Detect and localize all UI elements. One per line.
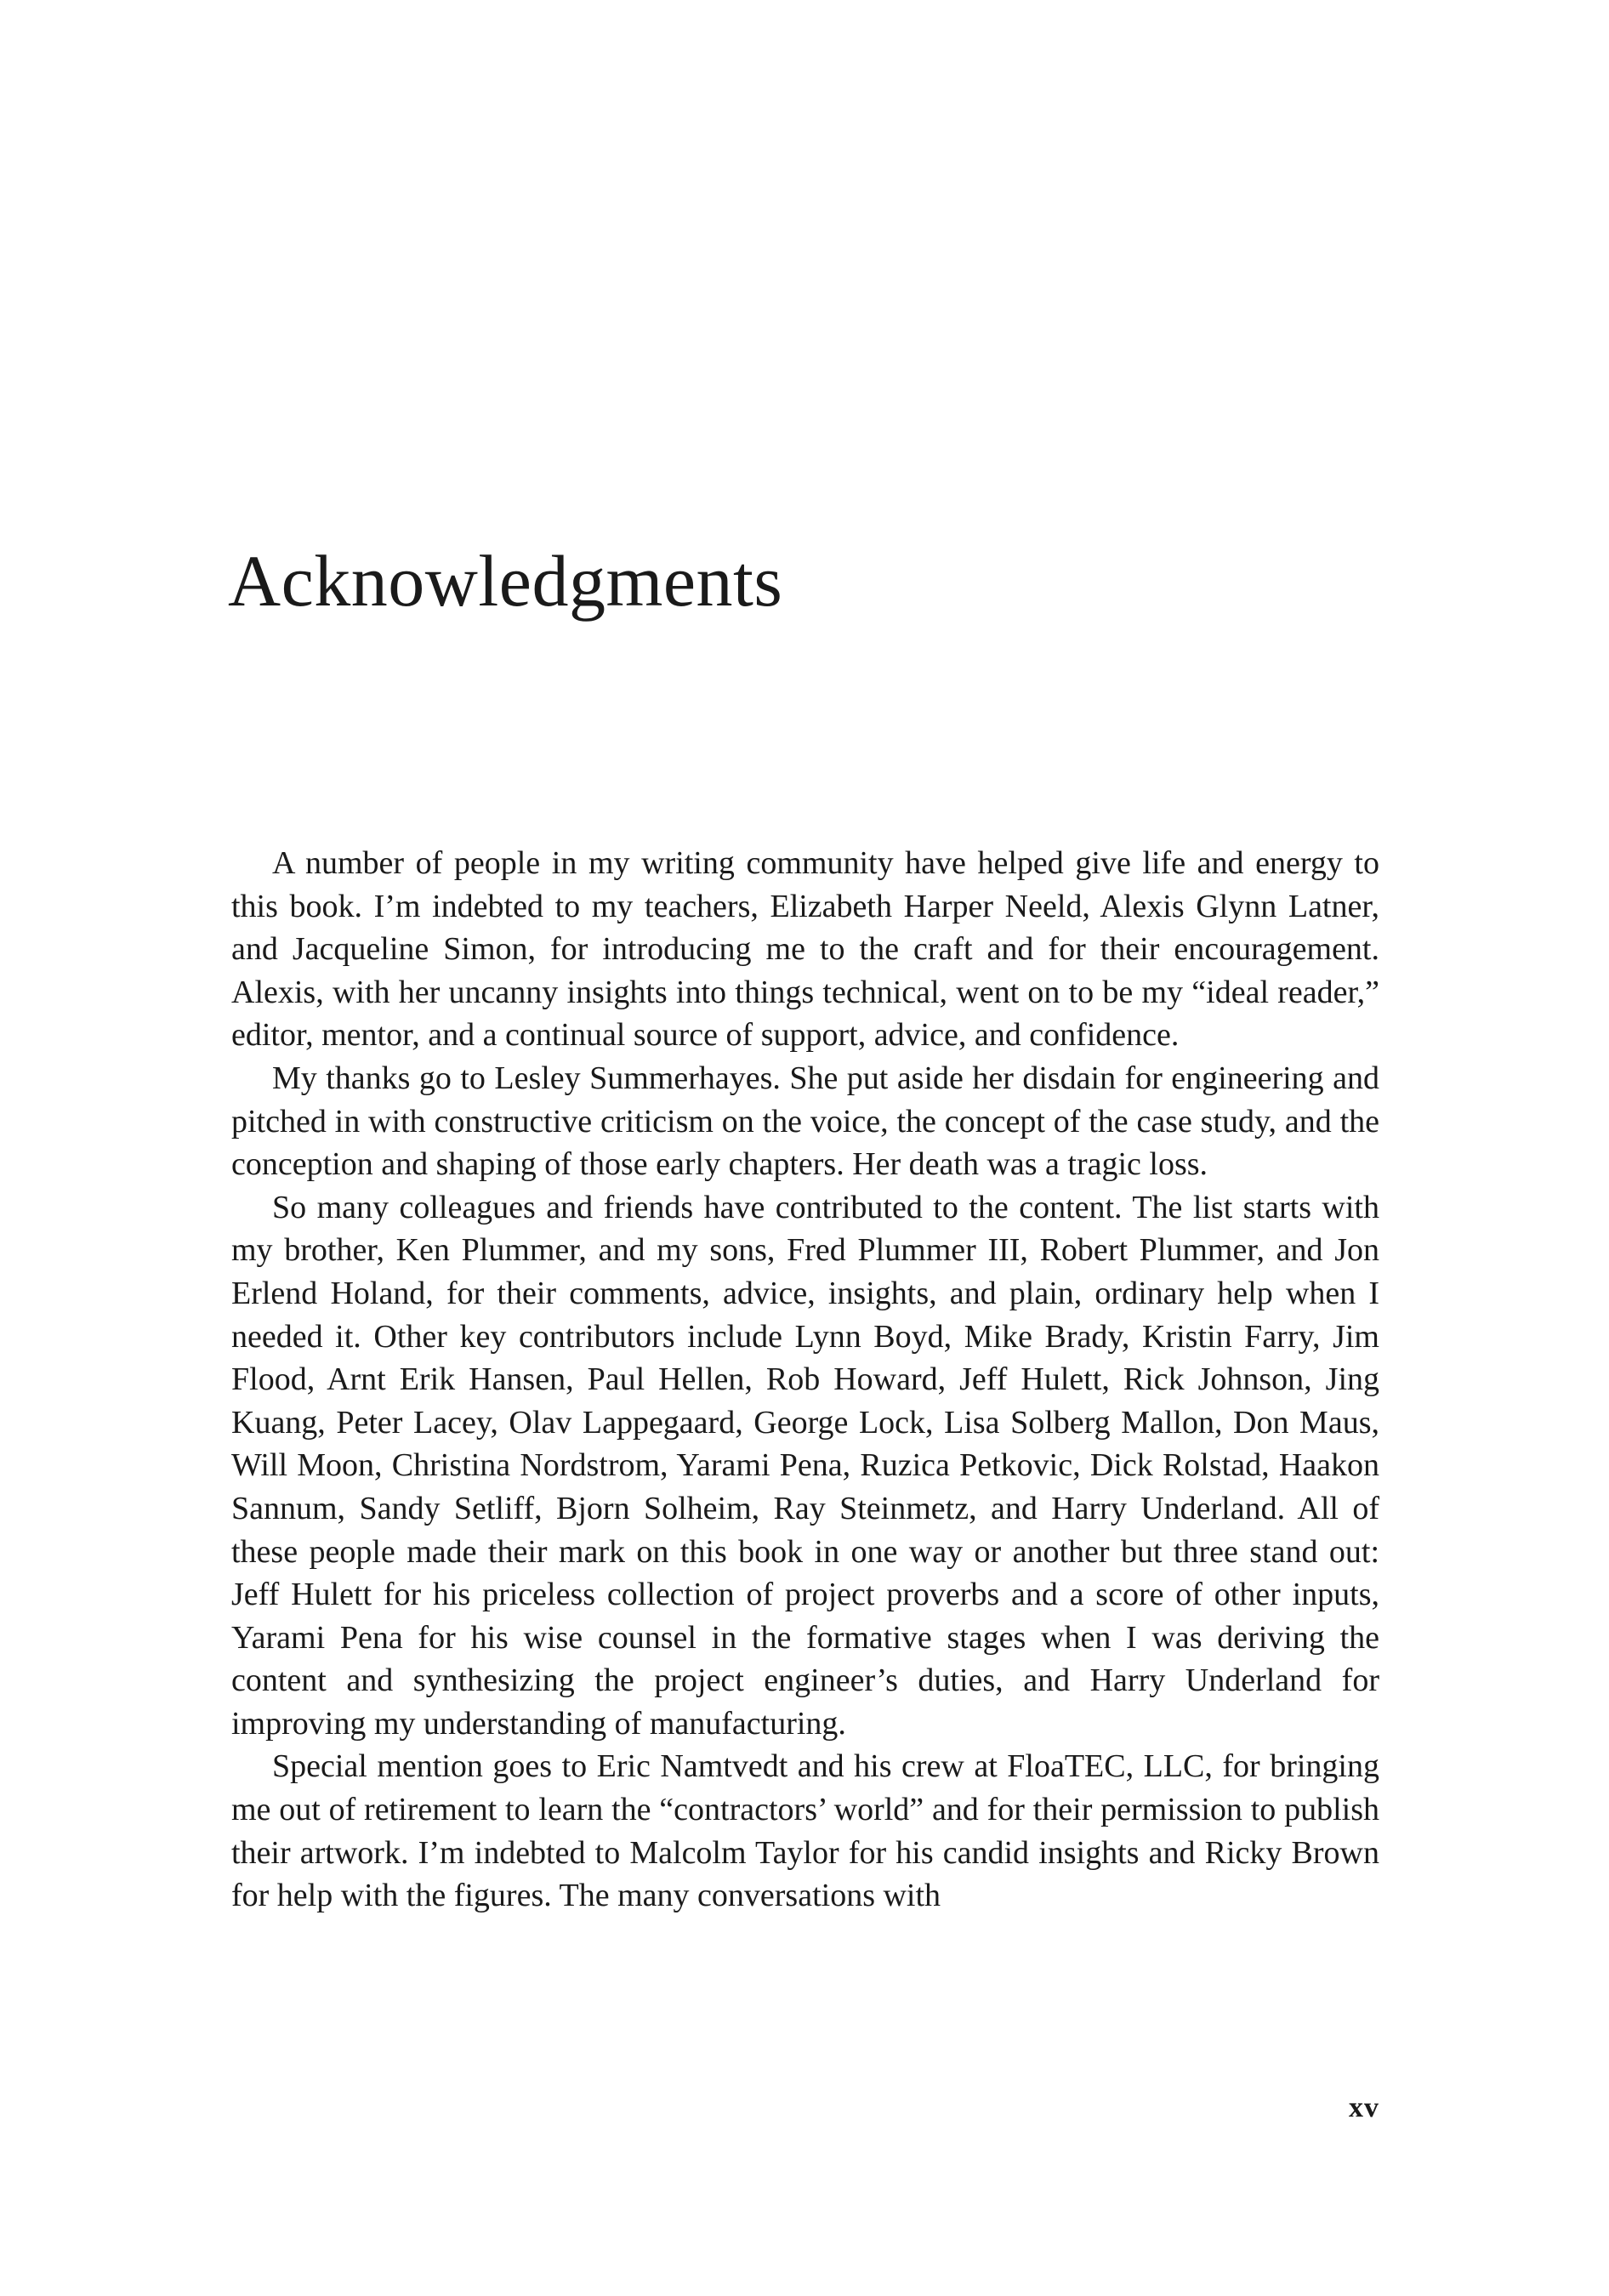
paragraph-lesley: My thanks go to Lesley Summerhayes. She put aside her disdain for engineering and pitched in with constructive criticism on the voice, the concept of the case study, and the conception and shaping of those early chapters. Her death was a tragic loss.: [231, 1060, 1379, 1183]
chapter-title: Acknowledgments: [228, 540, 783, 622]
body-text: [231, 842, 1379, 1918]
paragraph-floatec: Special mention goes to Eric Namtvedt and his crew at FloaTEC, LLC, for bringing me out of retirement to learn the “contractors’ world” and for their permission to publish their artwork. I’m indebted to Malcolm Taylor for his candid insights and Ricky Brown for help with the figures. The many conversations with: [231, 1748, 1379, 1914]
page-number: xv: [1349, 2092, 1379, 2123]
paragraph-teachers: A number of people in my writing community have helped give life and energy to this book. I’m indebted to my teachers, Elizabeth Harper Neeld, Alexis Glynn Latner, and Jacqueline Simon, for introducing me to the craft and for their encouragement. Alexis, with her uncanny insights into things technical, went on to be my “ideal reader,” editor, mentor, and a continual source of support, advice, and confidence.: [231, 845, 1379, 1054]
paragraph-colleagues: So many colleagues and friends have contributed to the content. The list starts with my brother, Ken Plummer, and my sons, Fred Plummer III, Robert Plummer, and Jon Erlend Holand, for their comments, advice, insights, and plain, ordinary help when I needed it. Other key contributors include Lynn Boyd, Mike Brady, Kristin Farry, Jim Flood, Arnt Erik Hansen, Paul Hellen, Rob Howard, Jeff Hulett, Rick Johnson, Jing Kuang, Peter Lacey, Olav Lappegaard, George Lock, Lisa Solberg Mallon, Don Maus, Will Moon, Christina Nordstrom, Yarami Pena, Ruzica Petkovic, Dick Rolstad, Haakon Sannum, Sandy Setliff, Bjorn Solheim, Ray Steinmetz, and Harry Underland. All of these people made their mark on this book in one way or another but three stand out: Jeff Hulett for his priceless collection of project proverbs and a score of other inputs, Yarami Pena for his wise counsel in the formative stages when I was deriving the content and synthesizing the project engineer’s duties, and Harry Underland for improving my understanding of manufacturing.: [231, 1189, 1379, 1742]
